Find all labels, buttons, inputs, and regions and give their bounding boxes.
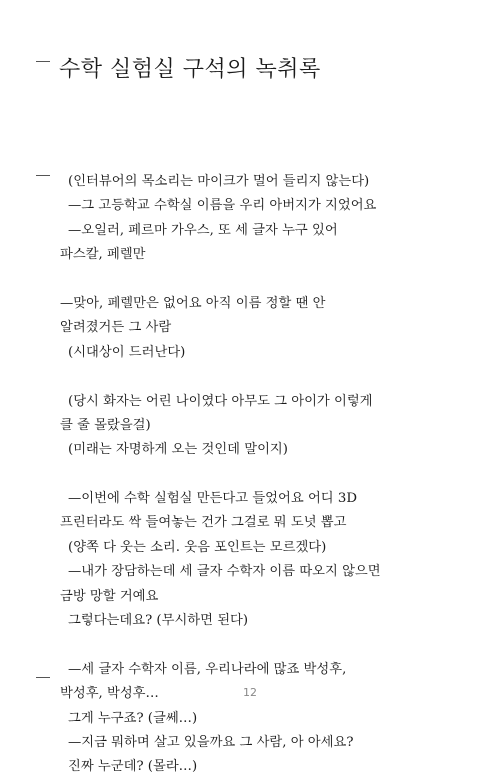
transcript-line: —맞아, 페렐만은 없어요 아직 이름 정할 땐 안	[60, 295, 326, 311]
transcript-line: (양쪽 다 웃는 소리. 웃음 포인트는 모르겠다)	[68, 539, 327, 555]
blank-line	[60, 268, 480, 292]
transcript-line: 금방 망할 거예요	[60, 588, 159, 604]
transcript-line: 진짜 누군데? (몰라…)	[68, 759, 198, 775]
transcript-line: (인터뷰어의 목소리는 마이크가 멀어 들리지 않는다)	[68, 174, 370, 189]
transcript-line: —세 글자 수학자 이름, 우리나라에 많죠 박성후,	[68, 661, 347, 677]
transcript-line: —이번에 수학 실험실 만든다고 들었어요 어디 3D	[68, 491, 357, 507]
transcript-line: (미래는 자명하게 오는 것인데 말이지)	[68, 442, 288, 458]
body-margin-mark	[36, 175, 50, 176]
page-number: 12	[243, 686, 257, 699]
transcript-line: 알려졌거든 그 사람	[60, 320, 172, 336]
transcript-line: —그 고등학교 수학실 이름을 우리 아버지가 지었어요	[68, 198, 377, 214]
transcript-line: (시대상이 드러난다)	[68, 344, 186, 360]
transcript-line: 그게 누구죠? (글쎄…)	[68, 710, 198, 726]
transcript-line: —내가 장담하는데 세 글자 수학자 이름 따오지 않으면	[68, 564, 381, 580]
footer-margin-mark	[36, 677, 50, 678]
transcript-line: —오일러, 페르마 가우스, 또 세 글자 누구 있어	[68, 222, 338, 238]
transcript-line: —지금 뭐하며 살고 있을까요 그 사람, 아 아세요?	[68, 734, 354, 750]
transcript-line: 프린터라도 싹 들여놓는 건가 그걸로 뭐 도넛 뽑고	[60, 515, 347, 531]
transcript-line: 클 줄 몰랐을걸)	[60, 417, 151, 433]
transcript-line: (당시 화자는 어린 나이였다 아무도 그 아이가 이렇게	[68, 393, 373, 409]
transcript-line: 그렇다는데요? (무시하면 된다)	[68, 613, 249, 629]
chapter-title: 수학 실험실 구석의 녹취록	[59, 57, 321, 82]
title-margin-mark	[36, 61, 50, 62]
blank-line	[60, 633, 480, 657]
transcript-line: 파스칼, 페렐만	[60, 247, 146, 263]
blank-line	[60, 365, 480, 389]
blank-line	[60, 463, 480, 487]
transcript-line: 박성후, 박성후…	[60, 686, 159, 702]
